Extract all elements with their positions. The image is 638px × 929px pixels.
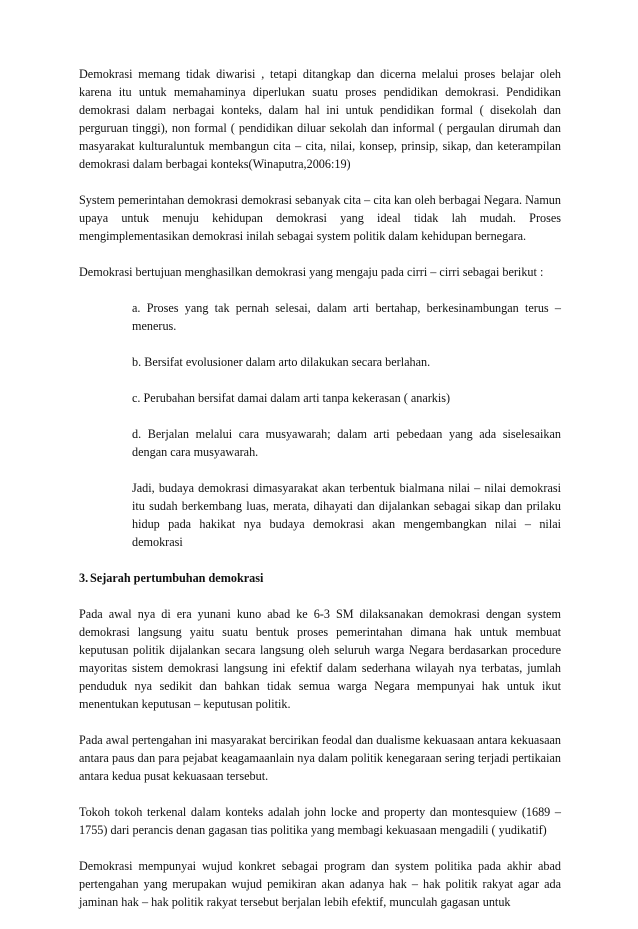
section-heading [79,569,561,587]
list-item: Jadi, budaya demokrasi dimasyarakat akan terbentuk bialmana nilai – nilai demokrasi itu sudah berkembang luas, merata, dihayati dan dijalankan sebagai sikap dan prilaku hidup pada hakikat nya budaya demokrasi akan mengembangkan nilai – nilai demokrasi [132,481,561,549]
section-title: Sejarah pertumbuhan demokrasi [90,571,264,585]
list-item: b. Bersifat evolusioner dalam arto dilakukan secara berlahan. [132,355,431,369]
document-body [79,65,561,929]
paragraph: Demokrasi mempunyai wujud konkret sebagai program dan system politika pada akhir abad pertengahan yang merupakan wujud pemikiran akan adanya hak – hak politik rakyat agar ada jaminan hak – hak politik rakyat tersebut berjalan lebih efektif, munculah gagasan untuk [79,859,561,909]
paragraph: Demokrasi memang tidak diwarisi , tetapi ditangkap dan dicerna melalui proses belajar oleh karena itu untuk memahaminya diperlukan suatu proses pendidikan demokrasi. Pendidikan demokrasi dalam nerbagai konteks, dalam hal ini untuk pendidikan formal ( disekolah dan perguruan tinggi), non formal ( pendidikan diluar sekolah dan informal ( pergaulan dirumah dan masyarakat kulturaluntuk membangun cita – cita, nilai, konsep, prinsip, sikap, dan keterampilan demokrasi dalam berbagai konteks(Winaputra,2006:19) [79,67,561,171]
paragraph: Pada awal pertengahan ini masyarakat bercirikan feodal dan dualisme kekuasaan antara kekuasaan antara paus dan para pejabat keagamaanlain nya dalam politik kenegaraan sering terjadi pertikaian antara kedua pusat kekuasaan tersebut. [79,733,561,783]
list-item: c. Perubahan bersifat damai dalam arti tanpa kekerasan ( anarkis) [132,391,451,405]
list-item: d. Berjalan melalui cara musyawarah; dalam arti pebedaan yang ada siselesaikan dengan cara musyawarah. [132,427,561,459]
section-number: 3. [79,571,89,585]
paragraph: Tokoh tokoh terkenal dalam konteks adalah john locke and property dan montesquiew (1689 – 1755) dari perancis denan gagasan tias politika yang membagi kekuasaan mengadili ( yudikatif) [79,805,561,837]
paragraph: Demokrasi bertujuan menghasilkan demokrasi yang mengaju pada cirri – cirri sebagai berikut : [79,265,544,279]
paragraph: System pemerintahan demokrasi demokrasi sebanyak cita – cita kan oleh berbagai Negara. Namun upaya untuk menuju kehidupan demokrasi yang ideal tidak lah mudah. Proses mengimplementasikan demokrasi inilah sebagai system politik dalam kehidupan bernegara. [79,193,561,243]
list-item: a. Proses yang tak pernah selesai, dalam arti bertahap, berkesinambungan terus – menerus. [132,301,561,333]
paragraph: Pada awal nya di era yunani kuno abad ke 6-3 SM dilaksanakan demokrasi dengan system demokrasi langsung yaitu suatu bentuk proses pemerintahan dimana hak untuk membuat keputusan politik dijalankan secara langsung oleh seluruh warga Negara berdasarkan procedure mayoritas sistem demokrasi langsung ini efektif dalam sederhana wilayah nya terbatas, jumlah penduduk nya sedikit dan bahkan tidak semua warga Negara mempunyai hak untuk ikut menentukan keputusan – keputusan politik. [79,607,561,711]
